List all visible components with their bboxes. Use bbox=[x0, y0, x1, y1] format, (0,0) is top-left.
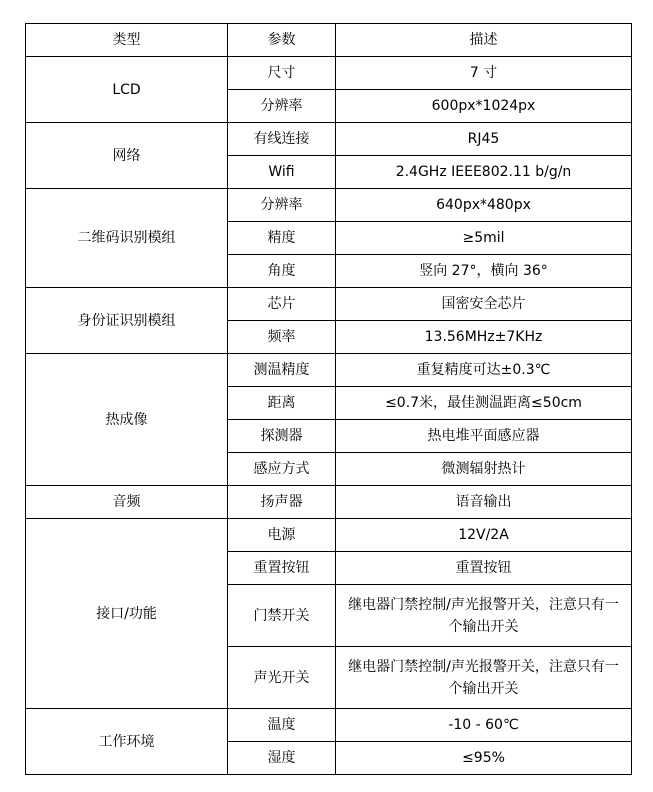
param-cell: 距离 bbox=[228, 387, 336, 420]
category-cell: 音频 bbox=[26, 486, 228, 519]
desc-cell: RJ45 bbox=[336, 123, 632, 156]
header-type: 类型 bbox=[26, 24, 228, 57]
desc-cell: -10 - 60℃ bbox=[336, 709, 632, 742]
desc-cell: ≥5mil bbox=[336, 222, 632, 255]
param-cell: 温度 bbox=[228, 709, 336, 742]
desc-cell: 2.4GHz IEEE802.11 b/g/n bbox=[336, 156, 632, 189]
param-cell: 分辨率 bbox=[228, 90, 336, 123]
category-cell: LCD bbox=[26, 57, 228, 123]
param-cell: 电源 bbox=[228, 519, 336, 552]
desc-cell: 7 寸 bbox=[336, 57, 632, 90]
table-row bbox=[26, 57, 632, 90]
header-desc: 描述 bbox=[336, 24, 632, 57]
desc-cell: 640px*480px bbox=[336, 189, 632, 222]
header-row bbox=[26, 24, 632, 57]
param-cell: 感应方式 bbox=[228, 453, 336, 486]
category-cell: 工作环境 bbox=[26, 709, 228, 775]
table-row bbox=[26, 709, 632, 742]
param-cell: 精度 bbox=[228, 222, 336, 255]
desc-cell: 竖向 27°，横向 36° bbox=[336, 255, 632, 288]
param-cell: 角度 bbox=[228, 255, 336, 288]
desc-cell: 语音输出 bbox=[336, 486, 632, 519]
param-cell: 重置按钮 bbox=[228, 552, 336, 585]
param-cell: 频率 bbox=[228, 321, 336, 354]
desc-cell: 继电器门禁控制/声光报警开关，注意只有一个输出开关 bbox=[336, 585, 632, 647]
category-cell: 二维码识别模组 bbox=[26, 189, 228, 288]
param-cell: 声光开关 bbox=[228, 647, 336, 709]
table-row bbox=[26, 189, 632, 222]
category-cell: 热成像 bbox=[26, 354, 228, 486]
category-cell: 接口/功能 bbox=[26, 519, 228, 709]
table-row bbox=[26, 519, 632, 552]
desc-cell: 热电堆平面感应器 bbox=[336, 420, 632, 453]
param-cell: 测温精度 bbox=[228, 354, 336, 387]
param-cell: 探测器 bbox=[228, 420, 336, 453]
param-cell: 尺寸 bbox=[228, 57, 336, 90]
desc-cell: 12V/2A bbox=[336, 519, 632, 552]
desc-cell: 600px*1024px bbox=[336, 90, 632, 123]
desc-cell: 国密安全芯片 bbox=[336, 288, 632, 321]
param-cell: 湿度 bbox=[228, 742, 336, 775]
category-cell: 网络 bbox=[26, 123, 228, 189]
param-cell: 有线连接 bbox=[228, 123, 336, 156]
desc-cell: 13.56MHz±7KHz bbox=[336, 321, 632, 354]
table-row bbox=[26, 354, 632, 387]
param-cell: 芯片 bbox=[228, 288, 336, 321]
desc-cell: 重置按钮 bbox=[336, 552, 632, 585]
desc-cell: 继电器门禁控制/声光报警开关，注意只有一个输出开关 bbox=[336, 647, 632, 709]
param-cell: 扬声器 bbox=[228, 486, 336, 519]
desc-cell: 微测辐射热计 bbox=[336, 453, 632, 486]
table-row bbox=[26, 486, 632, 519]
header-param: 参数 bbox=[228, 24, 336, 57]
table-row bbox=[26, 288, 632, 321]
category-cell: 身份证识别模组 bbox=[26, 288, 228, 354]
desc-cell: ≤95% bbox=[336, 742, 632, 775]
param-cell: Wifi bbox=[228, 156, 336, 189]
table-row bbox=[26, 123, 632, 156]
desc-cell: ≤0.7米，最佳测温距离≤50cm bbox=[336, 387, 632, 420]
param-cell: 分辨率 bbox=[228, 189, 336, 222]
param-cell: 门禁开关 bbox=[228, 585, 336, 647]
desc-cell: 重复精度可达±0.3℃ bbox=[336, 354, 632, 387]
spec-table bbox=[25, 23, 632, 775]
